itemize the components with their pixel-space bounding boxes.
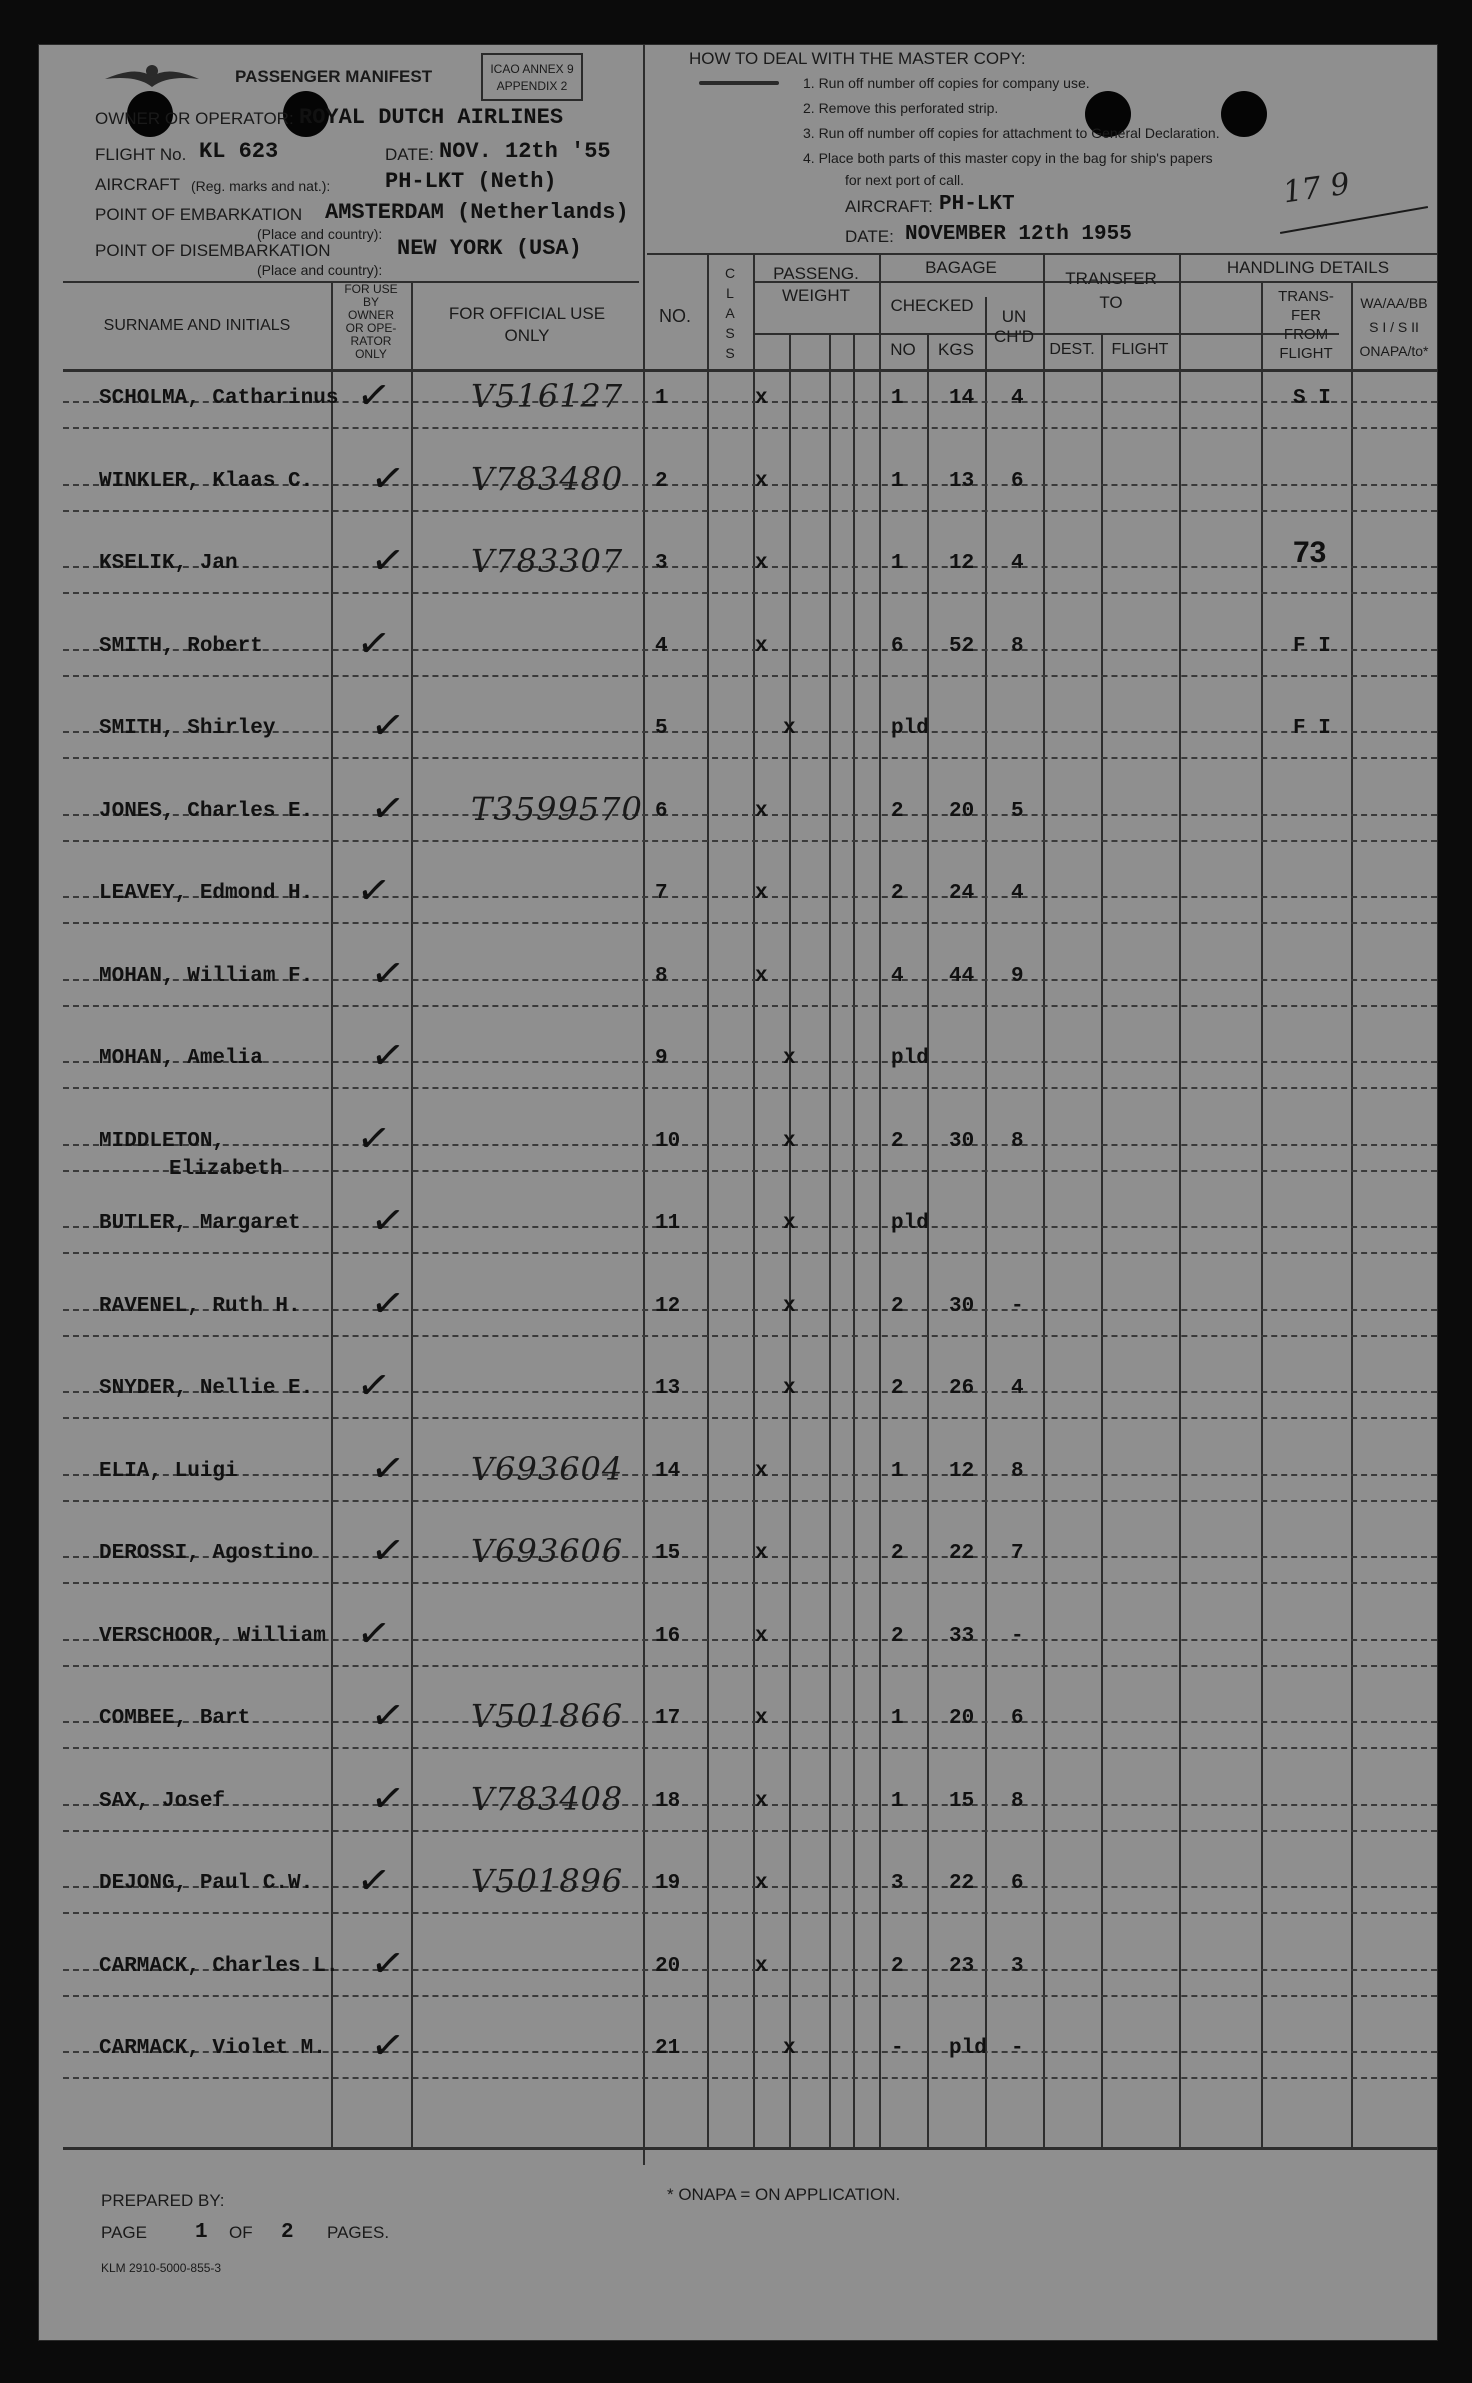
table-row [39, 1608, 1437, 1694]
cell-bag-no: pld [891, 717, 929, 740]
col-owner-use-line: BY [362, 295, 379, 309]
class-mark: x [755, 387, 768, 410]
of-label: OF [229, 2223, 253, 2242]
cell-no: 11 [655, 1212, 681, 1235]
class-mark: x [783, 1212, 796, 1235]
row-guide [63, 1804, 1437, 1806]
class-mark: x [755, 1459, 768, 1483]
cell-bag-no: 2 [891, 1377, 904, 1400]
table-row [39, 1938, 1437, 2024]
instr-aircraft-value: PH-LKT [939, 193, 1015, 216]
col-kgs: KGS [938, 340, 974, 359]
col-unchd-line: UN [1001, 307, 1027, 326]
cell-bag-no: 1 [891, 387, 904, 410]
table-row [39, 618, 1437, 704]
col-wa-line: ONAPA/to* [1359, 343, 1429, 359]
row-guide [63, 1830, 1437, 1832]
row-guide [63, 1335, 1437, 1337]
cell-bag-no: 1 [891, 469, 904, 493]
check-mark-icon: ✓ [367, 1773, 408, 1824]
manifest-title: PASSENGER MANIFEST [235, 67, 433, 86]
page-total: 2 [281, 2221, 294, 2244]
col-owner-use-line: OR OPE- [345, 321, 397, 335]
cell-no: 9 [655, 1047, 668, 1070]
row-guide [63, 1582, 1437, 1584]
cell-name: JONES, Charles E. [99, 799, 314, 823]
check-mark-icon: ✓ [367, 700, 408, 752]
cell-kgs: 20 [949, 1707, 975, 1730]
col-owner-use-line: OWNER [348, 308, 394, 322]
cell-no: 18 [655, 1789, 681, 1813]
cell-no: 2 [655, 469, 668, 493]
disembark-place-note: (Place and country): [257, 262, 383, 278]
cell-kgs: 22 [949, 1872, 975, 1895]
class-mark: x [755, 1872, 768, 1895]
cell-bag-no: 2 [891, 882, 904, 905]
flight-value: KL 623 [199, 139, 279, 164]
cell-bag-no: 1 [891, 1459, 904, 1483]
row-guide [63, 1144, 1437, 1146]
col-tf-line: FROM [1283, 326, 1329, 343]
cell-handling: F I [1293, 717, 1331, 740]
cell-kgs: 26 [949, 1377, 975, 1400]
cell-no: 8 [655, 964, 668, 988]
cell-no: 20 [655, 1954, 681, 1978]
cell-no: 13 [655, 1377, 681, 1400]
aircraft-value: PH-LKT (Neth) [385, 169, 557, 194]
owner-value: ROYAL DUTCH AIRLINES [299, 105, 564, 130]
class-mark: x [755, 634, 768, 658]
cell-unchd: 4 [1011, 552, 1024, 575]
cell-kgs: 33 [949, 1624, 975, 1648]
cell-official: V783480 [471, 459, 624, 498]
col-official-use-line: FOR OFFICIAL USE [448, 304, 606, 323]
embark-place-note: (Place and country): [257, 226, 383, 242]
page-label: PAGE [101, 2223, 147, 2242]
row-guide [63, 427, 1437, 429]
cell-bag-no: pld [891, 1047, 929, 1070]
passenger-table [39, 45, 1437, 2155]
check-mark-icon: ✓ [353, 1608, 394, 1659]
table-row [39, 865, 1437, 951]
col-pw-line: WEIGHT [782, 286, 850, 305]
cell-kgs: 20 [949, 799, 975, 823]
embark-value: AMSTERDAM (Netherlands) [325, 200, 629, 225]
cell-bag-no: 6 [891, 634, 904, 658]
disembark-label: POINT OF DISEMBARKATION [95, 241, 331, 260]
class-mark: x [755, 1624, 768, 1648]
cell-name: LEAVEY, Edmond H. [99, 882, 314, 905]
row-guide [63, 1995, 1437, 1997]
cell-no: 5 [655, 717, 668, 740]
check-mark-icon: ✓ [367, 2020, 408, 2072]
date-value: NOV. 12th '55 [439, 139, 611, 164]
class-mark: x [783, 1294, 796, 1318]
cell-official: V501866 [471, 1697, 624, 1735]
cell-unchd: 6 [1011, 1707, 1024, 1730]
class-mark: x [755, 552, 768, 575]
col-no: NO. [658, 306, 691, 326]
cell-name: SMITH, Shirley [99, 717, 276, 740]
page-number: 1 [195, 2221, 208, 2244]
cell-bag-no: pld [891, 1212, 929, 1235]
row-guide [63, 1500, 1437, 1502]
cell-bag-no: 2 [891, 1129, 904, 1153]
table-row [39, 370, 1437, 456]
col-class-letter: C [724, 265, 736, 281]
instr-aircraft-label: AIRCRAFT: [845, 197, 933, 216]
col-wa-line: S I / S II [1369, 319, 1419, 335]
cell-name: SMITH, Robert [99, 634, 263, 658]
cell-unchd: 5 [1011, 799, 1024, 823]
cell-name: KSELIK, Jan [99, 552, 238, 575]
cell-unchd: 4 [1011, 1377, 1024, 1400]
col-tf-line: FER [1291, 307, 1321, 324]
check-mark-icon: ✓ [367, 948, 408, 999]
instruction-4: 4. Place both parts of this master copy in the bag for ship's papers [803, 150, 1213, 166]
flight-label: FLIGHT No. [95, 145, 187, 164]
cell-unchd: 8 [1011, 1789, 1024, 1813]
cell-unchd: - [1011, 1624, 1024, 1648]
check-mark-icon: ✓ [367, 1525, 408, 1577]
cell-no: 7 [655, 882, 668, 905]
cell-no: 4 [655, 634, 668, 658]
check-mark-icon: ✓ [353, 370, 394, 422]
manifest-sheet [38, 44, 1438, 2341]
prepared-by-label: PREPARED BY: [101, 2191, 225, 2210]
col-tf-line: FLIGHT [1279, 345, 1333, 362]
instr-date-value: NOVEMBER 12th 1955 [905, 223, 1132, 246]
cell-no: 10 [655, 1129, 681, 1153]
pages-label: PAGES. [327, 2223, 390, 2242]
cell-name2: Elizabeth [169, 1157, 283, 1181]
class-mark: x [755, 964, 768, 988]
col-transfer-line: TO [1099, 293, 1123, 312]
check-mark-icon: ✓ [353, 865, 394, 917]
instructions-title: HOW TO DEAL WITH THE MASTER COPY: [689, 49, 1026, 68]
instruction-2: 2. Remove this perforated strip. [803, 100, 999, 116]
table-row [39, 1360, 1437, 1446]
col-owner-use-line: RATOR [350, 334, 392, 348]
col-official-use-line: ONLY [504, 326, 550, 345]
cell-unchd: 8 [1011, 1459, 1024, 1483]
instr-date-label: DATE: [845, 227, 894, 246]
cell-unchd: 8 [1011, 634, 1024, 658]
cell-official: V783307 [471, 542, 624, 580]
col-checked: CHECKED [890, 296, 974, 315]
class-mark: x [755, 1954, 768, 1978]
row-guide [63, 757, 1437, 759]
cell-official: V693606 [471, 1532, 624, 1570]
check-mark-icon: ✓ [367, 1443, 408, 1494]
cell-bag-no: 2 [891, 1954, 904, 1978]
cell-official: V783408 [471, 1779, 624, 1818]
form-code: KLM 2910-5000-855-3 [101, 2261, 222, 2275]
check-mark-icon: ✓ [367, 1030, 408, 1082]
class-mark: x [783, 717, 796, 740]
check-mark-icon: ✓ [353, 1855, 394, 1907]
cell-unchd: 4 [1011, 882, 1024, 905]
table-row [39, 1278, 1437, 1364]
check-mark-icon: ✓ [367, 1938, 408, 1989]
cell-kgs: 30 [949, 1294, 975, 1318]
cell-official: V516127 [471, 377, 624, 415]
cell-bag-no: 2 [891, 799, 904, 823]
col-bag-no: NO [890, 340, 916, 359]
cell-bag-no: 4 [891, 964, 904, 988]
cell-unchd: 7 [1011, 1542, 1024, 1565]
check-mark-icon: ✓ [367, 783, 408, 834]
row-guide [63, 1474, 1437, 1476]
cell-bag-no: 2 [891, 1624, 904, 1648]
cell-bag-no: 2 [891, 1294, 904, 1318]
cell-kgs: 22 [949, 1542, 975, 1565]
col-class-letter: L [726, 285, 734, 301]
cell-no: 21 [655, 2037, 681, 2060]
class-mark: x [783, 1377, 796, 1400]
col-flight: FLIGHT [1111, 341, 1169, 358]
row-guide [63, 592, 1437, 594]
cell-kgs: 30 [949, 1129, 975, 1153]
cell-kgs: 15 [949, 1789, 975, 1813]
class-mark: x [783, 1047, 796, 1070]
table-row [39, 1773, 1437, 1859]
date-label: DATE: [385, 145, 434, 164]
col-pw-line: PASSENG. [773, 264, 859, 283]
cell-handling: F I [1293, 634, 1331, 658]
cell-kgs: 23 [949, 1954, 975, 1978]
handwritten-note: 17 9 [1280, 166, 1352, 211]
embark-label: POINT OF EMBARKATION [95, 205, 303, 224]
cell-official: T3599570 [471, 789, 643, 828]
cell-name: DEJONG, Paul C.W. [99, 1872, 314, 1895]
table-row [39, 1690, 1437, 1776]
row-guide [63, 1747, 1437, 1749]
cell-name: SCHOLMA, Catharinus [99, 387, 339, 410]
cell-unchd: 9 [1011, 964, 1024, 988]
table-row [39, 1525, 1437, 1611]
cell-unchd: 3 [1011, 1954, 1024, 1978]
row-guide [63, 1005, 1437, 1007]
instruction-3: 3. Run off number off copies for attachment to General Declaration. [803, 125, 1220, 141]
row-guide [63, 1252, 1437, 1254]
cell-kgs: 44 [949, 964, 975, 988]
class-mark: x [755, 1789, 768, 1813]
icao-annex: ICAO ANNEX 9 [490, 62, 574, 76]
cell-bag-no: 1 [891, 552, 904, 575]
table-row [39, 783, 1437, 869]
cell-name: RAVENEL, Ruth H. [99, 1294, 301, 1318]
col-owner-use-line: ONLY [355, 347, 387, 361]
cell-name: ELIA, Luigi [99, 1459, 238, 1483]
check-mark-icon: ✓ [367, 1195, 408, 1247]
cell-no: 6 [655, 799, 668, 823]
cell-no: 3 [655, 552, 668, 575]
cell-unchd: 6 [1011, 1872, 1024, 1895]
cell-handling: S I [1293, 387, 1331, 410]
table-row [39, 1030, 1437, 1116]
class-mark: x [755, 469, 768, 493]
cell-no: 15 [655, 1542, 681, 1565]
row-guide [63, 1087, 1437, 1089]
cell-name: SAX, Josef [99, 1789, 226, 1813]
table-row [39, 453, 1437, 539]
instruction-4-cont: for next port of call. [845, 172, 965, 188]
col-surname: SURNAME AND INITIALS [103, 317, 291, 334]
cell-unchd: 4 [1011, 387, 1024, 410]
table-row [39, 1443, 1437, 1529]
class-mark: x [755, 799, 768, 823]
row-guide [63, 2077, 1437, 2079]
class-mark: x [755, 882, 768, 905]
cell-no: 14 [655, 1459, 681, 1483]
cell-kgs: 52 [949, 634, 975, 658]
table-row [39, 535, 1437, 621]
cell-no: 17 [655, 1707, 681, 1730]
row-guide [63, 840, 1437, 842]
row-guide [63, 1721, 1437, 1723]
table-row [39, 948, 1437, 1034]
cell-name: BUTLER, Margaret [99, 1212, 301, 1235]
table-row [39, 1855, 1437, 1941]
class-mark: x [783, 2037, 796, 2060]
owner-label: OWNER OR OPERATOR: [95, 109, 294, 128]
cell-kgs: 24 [949, 882, 975, 905]
cell-bag-no: 1 [891, 1707, 904, 1730]
cell-unchd: - [1011, 1294, 1024, 1318]
cell-name: CARMACK, Violet M. [99, 2037, 326, 2060]
cell-kgs: 12 [949, 1459, 975, 1483]
row-guide [63, 1912, 1437, 1914]
row-guide [63, 510, 1437, 512]
row-guide [63, 649, 1437, 651]
cell-no: 16 [655, 1624, 681, 1648]
cell-name: DEROSSI, Agostino [99, 1542, 314, 1565]
cell-name: CARMACK, Charles L. [99, 1954, 339, 1978]
cell-bag-no: 1 [891, 1789, 904, 1813]
cell-kgs: 12 [949, 552, 975, 575]
col-owner-use-line: FOR USE [344, 282, 398, 296]
icao-appendix: APPENDIX 2 [496, 79, 568, 93]
col-class-letter: S [725, 345, 735, 361]
cell-handling: 73 [1293, 536, 1327, 569]
check-mark-icon: ✓ [367, 453, 408, 504]
check-mark-icon: ✓ [353, 1113, 394, 1164]
cell-no: 1 [655, 387, 668, 410]
cell-unchd: 6 [1011, 469, 1024, 493]
aircraft-note: (Reg. marks and nat.): [191, 178, 331, 194]
cell-bag-no: 2 [891, 1542, 904, 1565]
cell-unchd: 8 [1011, 1129, 1024, 1153]
cell-no: 12 [655, 1294, 681, 1318]
check-mark-icon: ✓ [353, 618, 394, 669]
cell-name: SNYDER, Nellie E. [99, 1377, 314, 1400]
check-mark-icon: ✓ [367, 1278, 408, 1329]
check-mark-icon: ✓ [367, 1690, 408, 1742]
cell-bag-no: 3 [891, 1872, 904, 1895]
row-guide [63, 1061, 1437, 1063]
cell-no: 19 [655, 1872, 681, 1895]
cell-name: MOHAN, Amelia [99, 1047, 263, 1070]
table-row [39, 1195, 1437, 1281]
class-mark: x [755, 1707, 768, 1730]
col-class-letter: S [725, 325, 735, 341]
col-transfer-line: TRANSFER [1065, 269, 1157, 288]
cell-name: COMBEE, Bart [99, 1707, 251, 1730]
cell-unchd: - [1011, 2037, 1024, 2060]
col-class-letter: A [725, 305, 735, 321]
disembark-value: NEW YORK (USA) [397, 236, 582, 261]
row-guide [63, 922, 1437, 924]
row-guide [63, 675, 1437, 677]
cell-official: V693604 [471, 1449, 624, 1488]
check-mark-icon: ✓ [353, 1360, 394, 1412]
col-handling: HANDLING DETAILS [1226, 258, 1390, 277]
cell-name: MOHAN, William F. [99, 964, 314, 988]
row-guide [63, 1417, 1437, 1419]
col-dest: DEST. [1049, 341, 1095, 358]
col-wa-line: WA/AA/BB [1360, 295, 1428, 311]
class-mark: x [755, 1542, 768, 1565]
col-unchd-line: CH'D [993, 327, 1035, 346]
row-guide [63, 1665, 1437, 1667]
col-baggage: BAGAGE [925, 258, 997, 277]
cell-name: MIDDLETON, [99, 1129, 226, 1153]
table-row [39, 2020, 1437, 2106]
row-guide [63, 566, 1437, 568]
cell-bag-no: - [891, 2037, 904, 2060]
cell-official: V501896 [471, 1862, 624, 1900]
check-mark-icon: ✓ [367, 535, 408, 587]
cell-name: WINKLER, Klaas C. [99, 469, 314, 493]
col-tf-line: TRANS- [1278, 288, 1334, 305]
aircraft-label: AIRCRAFT [95, 175, 180, 194]
instruction-1: 1. Run off number off copies for company use. [803, 75, 1090, 91]
table-row [39, 700, 1437, 786]
cell-kgs: 14 [949, 387, 975, 410]
table-row [39, 1113, 1437, 1199]
cell-kgs: 13 [949, 469, 975, 493]
onapa-note: * ONAPA = ON APPLICATION. [667, 2185, 901, 2204]
class-mark: x [783, 1129, 796, 1153]
cell-name: VERSCHOOR, William [99, 1624, 326, 1648]
cell-kgs: pld [949, 2037, 987, 2060]
